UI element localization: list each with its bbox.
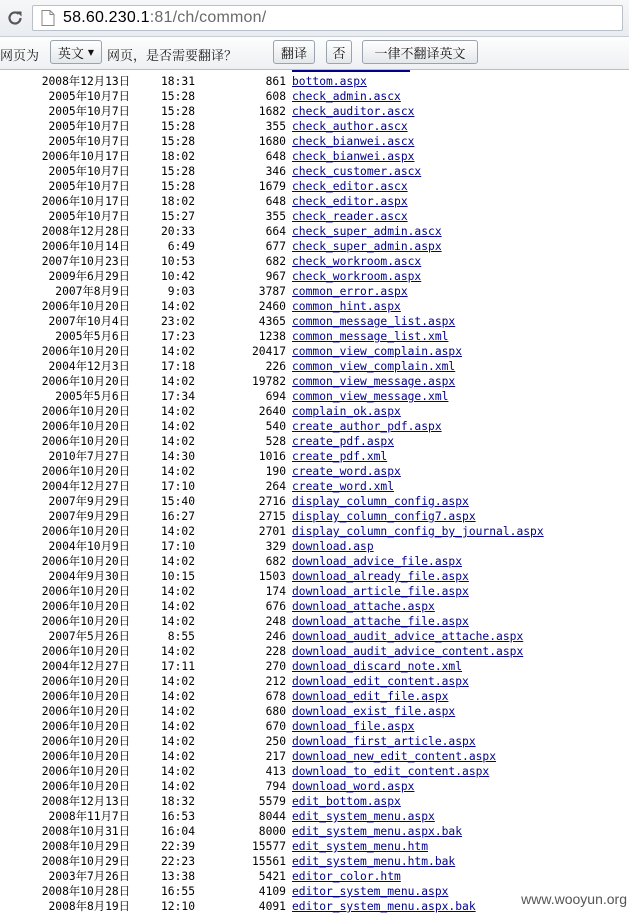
file-size: 8044 xyxy=(258,810,286,823)
file-size: 8000 xyxy=(258,825,286,838)
file-date: 2006年10月20日 xyxy=(41,375,130,388)
file-row xyxy=(0,209,629,224)
file-date: 2008年11月7日 xyxy=(48,810,130,823)
file-date: 2005年10月7日 xyxy=(48,180,130,193)
file-time: 15:28 xyxy=(160,135,195,148)
file-time: 15:28 xyxy=(160,120,195,133)
file-row xyxy=(0,329,629,344)
file-row xyxy=(0,389,629,404)
file-time: 14:02 xyxy=(160,420,195,433)
file-size: 2460 xyxy=(258,300,286,313)
file-time: 10:42 xyxy=(160,270,195,283)
file-link[interactable]: check_bianwei.aspx xyxy=(292,150,415,163)
file-link[interactable]: check_super_admin.aspx xyxy=(292,240,442,253)
file-size: 217 xyxy=(265,750,286,763)
watermark: www.wooyun.org xyxy=(521,891,627,907)
file-row xyxy=(0,659,629,674)
file-size: 2640 xyxy=(258,405,286,418)
file-link[interactable]: common_view_message.xml xyxy=(292,390,449,403)
file-link[interactable]: download_attache_file.aspx xyxy=(292,615,469,628)
file-row xyxy=(0,224,629,239)
file-row xyxy=(0,464,629,479)
file-size: 648 xyxy=(265,150,286,163)
file-link[interactable]: display_column_config_by_journal.aspx xyxy=(292,525,544,538)
file-time: 15:40 xyxy=(160,495,195,508)
file-size: 1682 xyxy=(258,105,286,118)
file-time: 6:49 xyxy=(167,240,195,253)
file-size: 246 xyxy=(265,630,286,643)
file-row xyxy=(0,419,629,434)
file-row xyxy=(0,779,629,794)
file-time: 18:02 xyxy=(160,150,195,163)
file-row xyxy=(0,299,629,314)
file-size: 264 xyxy=(265,480,286,493)
file-date: 2008年10月29日 xyxy=(41,840,130,853)
file-time: 14:02 xyxy=(160,555,195,568)
file-date: 2006年10月20日 xyxy=(41,465,130,478)
chevron-down-icon: ▼ xyxy=(87,47,95,57)
file-time: 18:02 xyxy=(160,195,195,208)
file-date: 2008年10月31日 xyxy=(41,825,130,838)
file-link[interactable]: download_discard_note.xml xyxy=(292,660,463,673)
file-time: 12:10 xyxy=(160,900,195,913)
file-time: 14:02 xyxy=(160,405,195,418)
file-date: 2006年10月20日 xyxy=(41,555,130,568)
file-date: 2006年10月20日 xyxy=(41,615,130,628)
file-date: 2006年10月20日 xyxy=(41,720,130,733)
file-link[interactable]: check_admin.ascx xyxy=(292,90,401,103)
file-link[interactable]: common_hint.aspx xyxy=(292,300,401,313)
file-link[interactable]: common_error.aspx xyxy=(292,285,408,298)
file-link[interactable]: create_author_pdf.aspx xyxy=(292,420,442,433)
file-date: 2005年10月7日 xyxy=(48,120,130,133)
file-row xyxy=(0,719,629,734)
file-row xyxy=(0,344,629,359)
file-link[interactable]: common_view_complain.xml xyxy=(292,360,456,373)
file-date: 2008年12月13日 xyxy=(41,795,130,808)
file-link[interactable]: check_editor.aspx xyxy=(292,195,408,208)
file-date: 2004年12月3日 xyxy=(48,360,130,373)
file-size: 250 xyxy=(265,735,286,748)
file-row xyxy=(0,854,629,869)
file-time: 17:11 xyxy=(160,660,195,673)
file-date: 2008年10月28日 xyxy=(41,885,130,898)
file-size: 1679 xyxy=(258,180,286,193)
file-time: 16:27 xyxy=(160,510,195,523)
file-row xyxy=(0,194,629,209)
file-size: 676 xyxy=(265,600,286,613)
file-link[interactable]: check_customer.ascx xyxy=(292,165,422,178)
file-row xyxy=(0,74,629,89)
file-date: 2006年10月20日 xyxy=(41,705,130,718)
file-date: 2005年10月7日 xyxy=(48,90,130,103)
file-link[interactable]: display_column_config.aspx xyxy=(292,495,469,508)
file-date: 2006年10月17日 xyxy=(41,150,130,163)
file-link[interactable]: download_already_file.aspx xyxy=(292,570,469,583)
file-date: 2006年10月20日 xyxy=(41,735,130,748)
file-size: 355 xyxy=(265,210,286,223)
file-size: 794 xyxy=(265,780,286,793)
url-field[interactable] xyxy=(32,5,623,31)
file-link[interactable]: download_new_edit_content.aspx xyxy=(292,750,497,763)
language-select-value: 英文 xyxy=(57,46,84,62)
file-link[interactable]: download_to_edit_content.aspx xyxy=(292,765,490,778)
file-link[interactable]: check_author.ascx xyxy=(292,120,408,133)
file-size: 4091 xyxy=(258,900,286,913)
translate-question: 网页，是否需要翻译？ xyxy=(107,49,238,64)
file-size: 20417 xyxy=(251,345,286,358)
file-time: 15:28 xyxy=(160,105,195,118)
file-row xyxy=(0,89,629,104)
file-date: 2006年10月20日 xyxy=(41,750,130,763)
file-size: 212 xyxy=(265,675,286,688)
file-size: 680 xyxy=(265,705,286,718)
file-size: 1680 xyxy=(258,135,286,148)
file-size: 329 xyxy=(265,540,286,553)
file-time: 8:55 xyxy=(167,630,195,643)
file-size: 346 xyxy=(265,165,286,178)
file-size: 355 xyxy=(265,120,286,133)
file-time: 14:02 xyxy=(160,585,195,598)
file-link[interactable]: bottom.aspx xyxy=(292,75,367,88)
file-link[interactable]: download_file.aspx xyxy=(292,720,415,733)
file-time: 16:04 xyxy=(160,825,195,838)
file-date: 2006年10月20日 xyxy=(41,780,130,793)
file-row xyxy=(0,284,629,299)
file-time: 17:18 xyxy=(160,360,195,373)
file-time: 13:38 xyxy=(160,870,195,883)
file-date: 2006年10月20日 xyxy=(41,585,130,598)
file-date: 2005年10月7日 xyxy=(48,135,130,148)
file-time: 17:10 xyxy=(160,540,195,553)
file-size: 226 xyxy=(265,360,286,373)
translate-button[interactable]: 翻译 xyxy=(273,40,315,64)
file-time: 16:53 xyxy=(160,810,195,823)
file-row xyxy=(0,119,629,134)
file-row xyxy=(0,539,629,554)
file-time: 14:02 xyxy=(160,780,195,793)
file-row xyxy=(0,734,629,749)
file-link[interactable]: create_pdf.aspx xyxy=(292,435,395,448)
file-link[interactable]: download_word.aspx xyxy=(292,780,415,793)
file-size: 15561 xyxy=(251,855,286,868)
file-date: 2004年9月30日 xyxy=(48,570,130,583)
file-row xyxy=(0,554,629,569)
file-row xyxy=(0,314,629,329)
file-size: 682 xyxy=(265,255,286,268)
file-size: 682 xyxy=(265,555,286,568)
file-link[interactable]: create_pdf.xml xyxy=(292,450,388,463)
file-size: 2716 xyxy=(258,495,286,508)
file-date: 2006年10月20日 xyxy=(41,525,130,538)
file-date: 2006年10月14日 xyxy=(41,240,130,253)
file-row xyxy=(0,824,629,839)
file-link[interactable]: edit_system_menu.aspx.bak xyxy=(292,825,463,838)
file-row xyxy=(0,239,629,254)
file-row xyxy=(0,704,629,719)
file-time: 14:02 xyxy=(160,465,195,478)
file-link[interactable]: check_bianwei.ascx xyxy=(292,135,415,148)
file-size: 4365 xyxy=(258,315,286,328)
file-date: 2004年12月27日 xyxy=(41,480,130,493)
file-time: 14:02 xyxy=(160,615,195,628)
file-time: 10:53 xyxy=(160,255,195,268)
file-date: 2007年9月29日 xyxy=(48,495,130,508)
file-date: 2006年10月20日 xyxy=(41,420,130,433)
page-icon xyxy=(41,10,55,26)
file-time: 17:23 xyxy=(160,330,195,343)
file-link[interactable]: create_word.xml xyxy=(292,480,395,493)
file-date: 2008年12月28日 xyxy=(41,225,130,238)
file-size: 2715 xyxy=(258,510,286,523)
file-time: 15:28 xyxy=(160,180,195,193)
file-row xyxy=(0,629,629,644)
file-row xyxy=(0,269,629,284)
file-size: 677 xyxy=(265,240,286,253)
file-size: 1016 xyxy=(258,450,286,463)
file-time: 14:02 xyxy=(160,600,195,613)
file-time: 14:02 xyxy=(160,435,195,448)
file-row xyxy=(0,359,629,374)
file-size: 528 xyxy=(265,435,286,448)
file-row xyxy=(0,104,629,119)
file-link[interactable]: common_view_message.aspx xyxy=(292,375,456,388)
file-time: 14:02 xyxy=(160,705,195,718)
file-date: 2007年10月4日 xyxy=(48,315,130,328)
file-row xyxy=(0,809,629,824)
file-row xyxy=(0,764,629,779)
file-time: 17:10 xyxy=(160,480,195,493)
file-time: 14:30 xyxy=(160,450,195,463)
file-time: 14:02 xyxy=(160,690,195,703)
file-row xyxy=(0,179,629,194)
file-time: 16:55 xyxy=(160,885,195,898)
file-row xyxy=(0,254,629,269)
file-time: 15:28 xyxy=(160,90,195,103)
file-size: 678 xyxy=(265,690,286,703)
file-time: 14:02 xyxy=(160,675,195,688)
file-row xyxy=(0,509,629,524)
address-bar xyxy=(0,0,629,37)
file-row xyxy=(0,569,629,584)
file-size: 2701 xyxy=(258,525,286,538)
file-time: 14:02 xyxy=(160,375,195,388)
file-row xyxy=(0,374,629,389)
language-select[interactable] xyxy=(50,40,102,64)
file-link[interactable]: edit_system_menu.htm.bak xyxy=(292,855,456,868)
file-date: 2006年10月20日 xyxy=(41,645,130,658)
file-size: 15577 xyxy=(251,840,286,853)
file-size: 967 xyxy=(265,270,286,283)
file-row xyxy=(0,584,629,599)
file-row xyxy=(0,839,629,854)
url-host: 58.60.230.1 xyxy=(63,9,150,26)
file-date: 2005年5月6日 xyxy=(55,390,130,403)
file-date: 2004年12月27日 xyxy=(41,660,130,673)
file-size: 861 xyxy=(265,75,286,88)
file-time: 14:02 xyxy=(160,525,195,538)
file-date: 2007年10月23日 xyxy=(41,255,130,268)
file-link[interactable]: editor_color.htm xyxy=(292,870,401,883)
file-date: 2007年5月26日 xyxy=(48,630,130,643)
file-size: 174 xyxy=(265,585,286,598)
no-button[interactable]: 否 xyxy=(326,40,352,64)
file-link[interactable]: editor_system_menu.aspx.bak xyxy=(292,900,476,913)
file-row xyxy=(0,434,629,449)
file-time: 14:02 xyxy=(160,300,195,313)
file-row xyxy=(0,494,629,509)
file-link[interactable]: check_editor.ascx xyxy=(292,180,408,193)
file-size: 1238 xyxy=(258,330,286,343)
url-text xyxy=(63,9,266,27)
file-date: 2006年10月20日 xyxy=(41,300,130,313)
file-link[interactable]: common_message_list.xml xyxy=(292,330,449,343)
file-link[interactable]: download_advice_file.aspx xyxy=(292,555,463,568)
file-size: 413 xyxy=(265,765,286,778)
file-link[interactable]: download_article_file.aspx xyxy=(292,585,469,598)
file-row xyxy=(0,449,629,464)
file-link[interactable]: check_workroom.ascx xyxy=(292,255,422,268)
file-date: 2009年6月29日 xyxy=(48,270,130,283)
file-size: 1503 xyxy=(258,570,286,583)
file-link[interactable]: display_column_config7.aspx xyxy=(292,510,476,523)
file-size: 540 xyxy=(265,420,286,433)
file-row xyxy=(0,614,629,629)
file-link[interactable]: edit_system_menu.htm xyxy=(292,840,429,853)
file-row xyxy=(0,479,629,494)
file-link[interactable]: create_word.aspx xyxy=(292,465,401,478)
file-size: 248 xyxy=(265,615,286,628)
file-link[interactable]: editor_system_menu.aspx xyxy=(292,885,449,898)
file-time: 18:31 xyxy=(160,75,195,88)
file-time: 15:28 xyxy=(160,165,195,178)
translate-bar xyxy=(0,37,629,70)
file-size: 648 xyxy=(265,195,286,208)
file-row xyxy=(0,869,629,884)
file-link[interactable]: common_view_complain.aspx xyxy=(292,345,463,358)
url-path: :81/ch/common/ xyxy=(149,9,267,26)
file-date: 2006年10月20日 xyxy=(41,405,130,418)
file-row xyxy=(0,599,629,614)
file-time: 23:02 xyxy=(160,315,195,328)
file-link[interactable]: download_edit_content.aspx xyxy=(292,675,469,688)
file-size: 5579 xyxy=(258,795,286,808)
file-time: 14:02 xyxy=(160,345,195,358)
file-link[interactable]: download_exist_file.aspx xyxy=(292,705,456,718)
file-size: 670 xyxy=(265,720,286,733)
file-row xyxy=(0,749,629,764)
file-date: 2008年12月13日 xyxy=(41,75,130,88)
file-date: 2005年10月7日 xyxy=(48,105,130,118)
file-time: 22:39 xyxy=(160,840,195,853)
file-time: 15:27 xyxy=(160,210,195,223)
file-link[interactable]: download_audit_advice_attache.aspx xyxy=(292,630,524,643)
file-size: 19782 xyxy=(251,375,286,388)
file-size: 228 xyxy=(265,645,286,658)
file-link[interactable]: download_audit_advice_content.aspx xyxy=(292,645,524,658)
file-link[interactable]: edit_system_menu.aspx xyxy=(292,810,435,823)
file-date: 2003年7月26日 xyxy=(48,870,130,883)
file-date: 2005年10月7日 xyxy=(48,210,130,223)
file-row xyxy=(0,149,629,164)
file-size: 608 xyxy=(265,90,286,103)
file-date: 2006年10月20日 xyxy=(41,435,130,448)
file-link[interactable]: download.asp xyxy=(292,540,374,553)
file-link[interactable]: download_first_article.aspx xyxy=(292,735,476,748)
file-time: 18:32 xyxy=(160,795,195,808)
file-size: 694 xyxy=(265,390,286,403)
file-date: 2007年8月9日 xyxy=(55,285,130,298)
file-date: 2004年10月9日 xyxy=(48,540,130,553)
file-date: 2008年8月19日 xyxy=(48,900,130,913)
file-size: 3787 xyxy=(258,285,286,298)
file-time: 14:02 xyxy=(160,720,195,733)
file-date: 2006年10月20日 xyxy=(41,675,130,688)
file-date: 2006年10月20日 xyxy=(41,765,130,778)
file-link[interactable]: common_message_list.aspx xyxy=(292,315,456,328)
file-row xyxy=(0,689,629,704)
file-date: 2007年9月29日 xyxy=(48,510,130,523)
file-date: 2006年10月20日 xyxy=(41,690,130,703)
never-translate-button[interactable]: 一律不翻译英文 xyxy=(362,40,478,64)
file-link[interactable]: download_attache.aspx xyxy=(292,600,435,613)
file-link[interactable]: check_reader.ascx xyxy=(292,210,408,223)
file-size: 4109 xyxy=(258,885,286,898)
file-row xyxy=(0,134,629,149)
file-link[interactable]: check_auditor.ascx xyxy=(292,105,415,118)
file-date: 2008年10月29日 xyxy=(41,855,130,868)
file-row xyxy=(0,674,629,689)
file-size: 5421 xyxy=(258,870,286,883)
file-time: 22:23 xyxy=(160,855,195,868)
file-time: 14:02 xyxy=(160,735,195,748)
file-date: 2006年10月17日 xyxy=(41,195,130,208)
cut-off-link-underline xyxy=(292,70,410,72)
file-row xyxy=(0,794,629,809)
translate-prefix: 网页为 xyxy=(0,49,40,64)
file-time: 20:33 xyxy=(160,225,195,238)
file-link[interactable]: download_edit_file.aspx xyxy=(292,690,449,703)
file-row xyxy=(0,404,629,419)
file-time: 9:03 xyxy=(167,285,195,298)
file-row xyxy=(0,524,629,539)
file-time: 14:02 xyxy=(160,765,195,778)
directory-listing xyxy=(0,74,629,914)
file-link[interactable]: edit_bottom.aspx xyxy=(292,795,401,808)
file-link[interactable]: complain_ok.aspx xyxy=(292,405,401,418)
reload-icon[interactable] xyxy=(4,7,26,29)
file-time: 14:02 xyxy=(160,645,195,658)
file-size: 190 xyxy=(265,465,286,478)
file-link[interactable]: check_workroom.aspx xyxy=(292,270,422,283)
file-size: 270 xyxy=(265,660,286,673)
file-size: 664 xyxy=(265,225,286,238)
file-row xyxy=(0,164,629,179)
file-time: 14:02 xyxy=(160,750,195,763)
file-link[interactable]: check_super_admin.ascx xyxy=(292,225,442,238)
file-date: 2005年5月6日 xyxy=(55,330,130,343)
file-time: 17:34 xyxy=(160,390,195,403)
file-date: 2010年7月27日 xyxy=(48,450,130,463)
file-date: 2006年10月20日 xyxy=(41,345,130,358)
file-time: 10:15 xyxy=(160,570,195,583)
file-row xyxy=(0,644,629,659)
file-date: 2005年10月7日 xyxy=(48,165,130,178)
file-date: 2006年10月20日 xyxy=(41,600,130,613)
